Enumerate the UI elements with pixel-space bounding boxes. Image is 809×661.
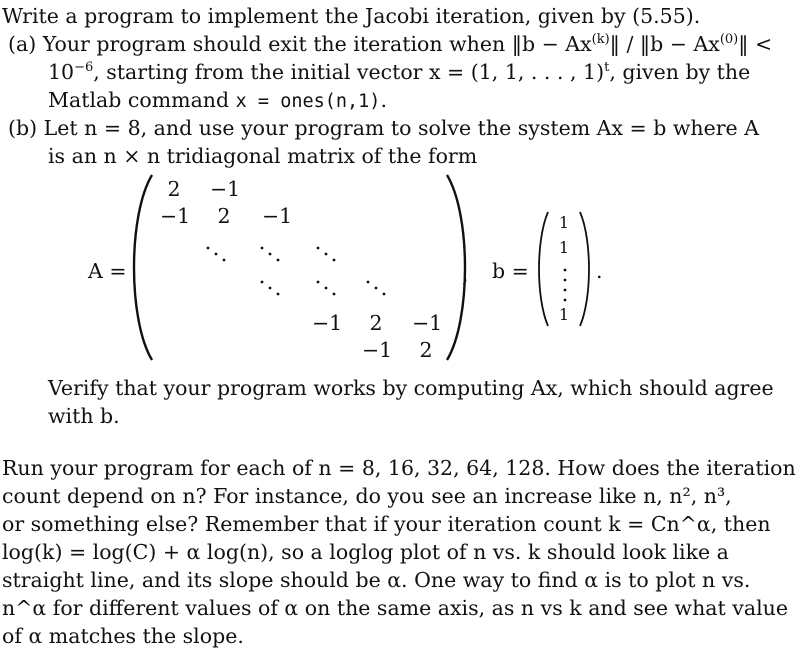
matrix-r1-c2: −1 [210,177,241,201]
part-a-text-2: , starting from the initial vector x = (1, 1, . . . , 1) [93,60,605,84]
followup-line-7: of α matches the slope. [2,624,244,648]
tolerance-base: 10 [48,60,75,84]
tolerance-exponent: −6 [74,60,94,76]
followup-line-6: n^α for different values of α on the same axis, as n vs k and see what value [2,596,788,620]
part-a-text-1-end: ‖ < [738,32,773,56]
part-b-label: (b) [8,116,38,140]
followup-line-4: log(k) = log(C) + α log(n), so a loglog plot of n vs. k should look like a [2,540,729,564]
matrix-a-label: A = [88,259,127,283]
followup-line-3: or something else? Remember that if your iteration count k = Cn^α, then [2,512,771,536]
matrix-r5-c1: −1 [312,311,343,335]
vector-left-paren [539,212,548,326]
matrix-comma: , [462,263,469,287]
vector-b-entry-3: 1 [558,305,570,324]
matrix-r2-c2: 2 [217,204,231,228]
matrix-r6-c1: −1 [362,338,393,362]
part-a-text-1-mid: ‖ / ‖b − Ax [609,32,720,56]
vector-b-label: b = [492,259,529,283]
followup-line-5: straight line, and its slope should be α. One way to find α is to plot n vs. [2,568,751,592]
vector-right-paren [580,212,589,326]
verify-line-2: with b. [48,404,120,428]
followup-line-2: count depend on n? For instance, do you see an increase like n, n², n³, [2,484,732,508]
matrix-r2-c1: −1 [160,204,191,228]
part-a-label: (a) [8,32,37,56]
vector-period: . [596,259,603,283]
matrix-r6-c2: 2 [419,338,433,362]
sup-k: (k) [591,32,610,48]
vector-b-entry-2: 1 [558,238,570,257]
vector-b-entry-1: 1 [558,213,570,232]
part-b-text-1: Let n = 8, and use your program to solve the system Ax = b where A [43,116,760,140]
part-a-text-3: Matlab command [48,88,230,112]
matrix-left-paren [134,175,152,360]
matrix-r5-c3: −1 [412,311,443,335]
matrix-r1-c1: 2 [167,177,181,201]
matlab-code: x = ones(n,1) [235,91,381,112]
part-a-text-1: Your program should exit the iteration when ‖b − Ax [42,32,592,56]
part-a-text-2-end: , given by the [609,60,751,84]
transpose-sup: t [604,60,610,76]
followup-line-1: Run your program for each of n = 8, 16, 32, 64, 128. How does the iteration [2,456,796,480]
intro-text: Write a program to implement the Jacobi iteration, given by (5.55). [2,4,701,28]
verify-line-1: Verify that your program works by computing Ax, which should agree [48,376,774,400]
part-b-line-2: is an n × n tridiagonal matrix of the form [48,144,478,168]
matrix-r5-c2: 2 [369,311,383,335]
part-a-text-3-end: . [380,88,387,112]
matrix-r2-c3: −1 [262,204,293,228]
sup-0: (0) [719,32,739,48]
